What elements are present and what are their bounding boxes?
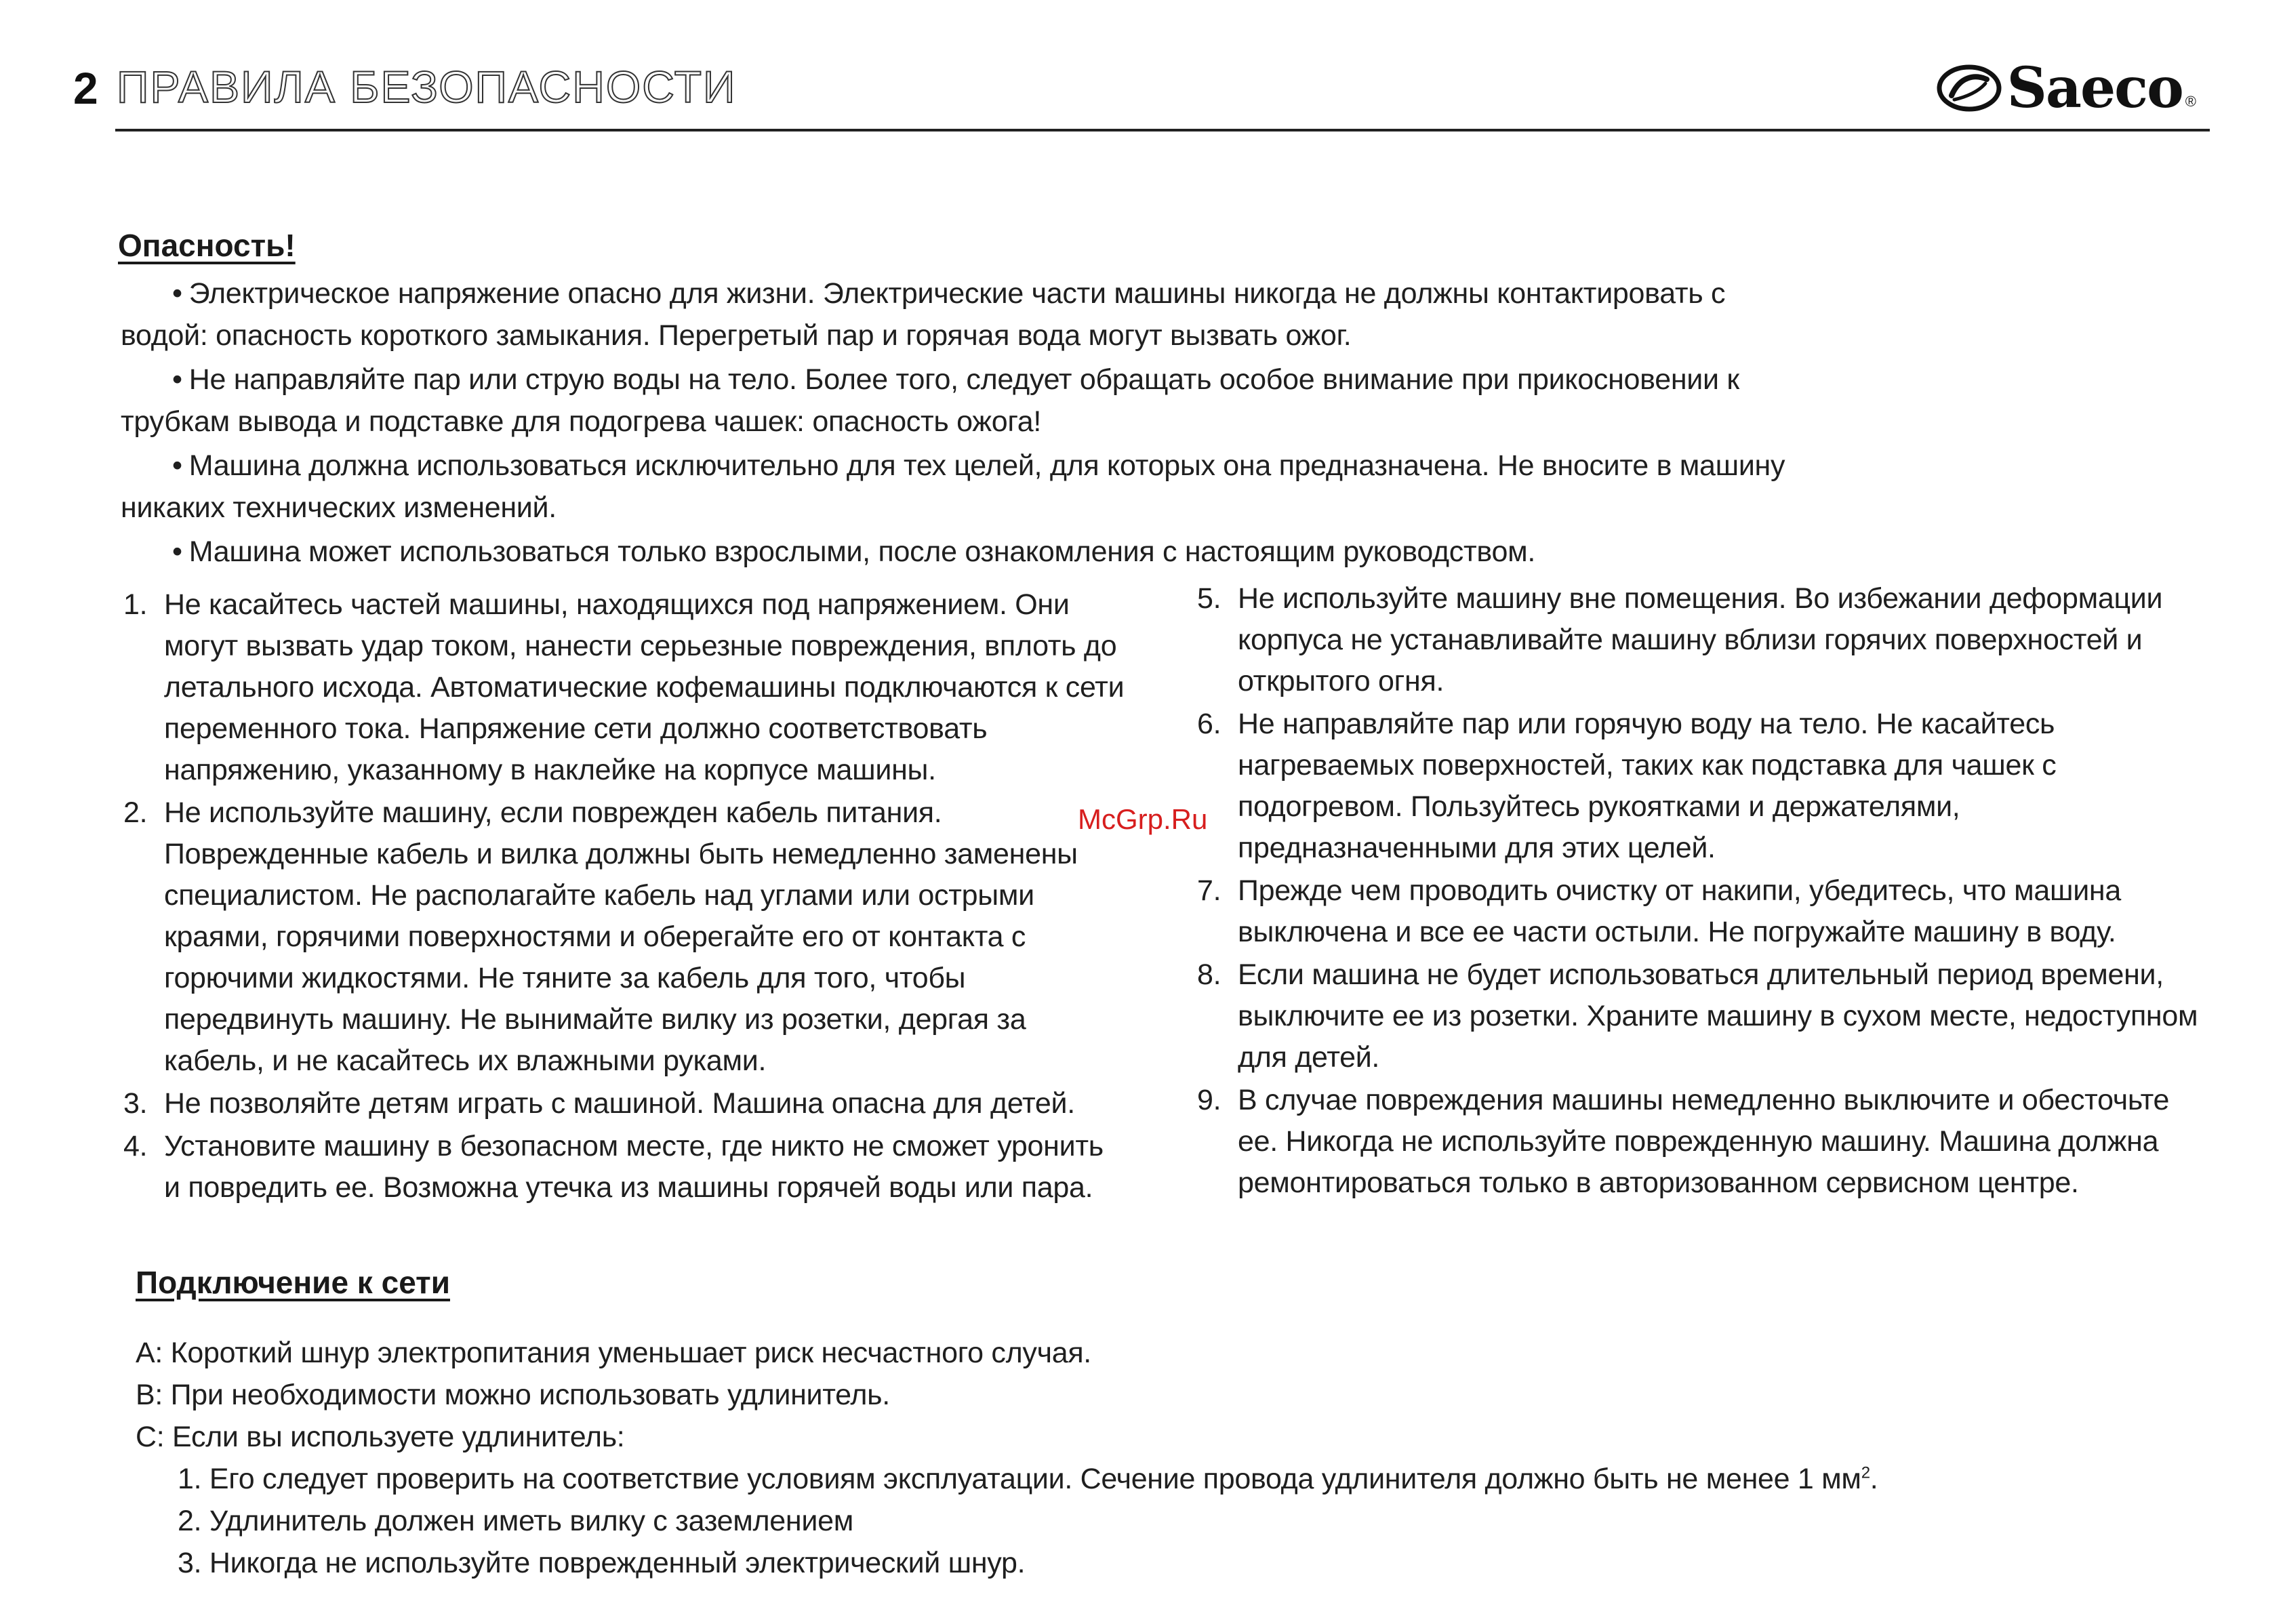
network-subitem: 3. Никогда не используйте поврежденный электрический шнур.	[178, 1547, 1026, 1579]
page-title: ПРАВИЛА БЕЗОПАСНОСТИ	[117, 62, 737, 112]
bullet-item: • Машина должна использоваться исключительно для тех целей, для которых она предназначена. Не вносите в машину никаких технических изменений.	[121, 449, 1785, 524]
bullet-item: • Машина может использоваться только взрослыми, после ознакомления с настоящим руководством.	[172, 535, 1535, 568]
registered-mark: ®	[2185, 93, 2196, 110]
network-item-b: B: При необходимости можно использовать удлинитель.	[136, 1379, 890, 1411]
rule-item: 4. Установите машину в безопасном месте, где никто не сможет уронить и повредить ее. Возможна утечка из машины горячей воды или пара.	[123, 1130, 1104, 1204]
danger-bullets	[121, 272, 1802, 575]
saeco-logo	[1937, 54, 2196, 122]
network-item-c: C: Если вы используете удлинитель:	[136, 1421, 625, 1453]
rule-item: 2. Не используйте машину, если поврежден кабель питания. Поврежденные кабель и вилка должны быть немедленно заменены специалистом. Не располагайте кабель над углами или острыми краями, горячими поверхностями и оберегайте его от контакта с горючими жидкостями. Не тяните за кабель для того, чтобы передвинуть машину. Не вынимайте вилку из розетки, дергая за кабель, и не касайтесь их влажными руками.	[123, 796, 1078, 1077]
network-item-a: A: Короткий шнур электропитания уменьшает риск несчастного случая.	[136, 1337, 1091, 1369]
network-subitem: 1. Его следует проверить на соответствие условиям эксплуатации. Сечение провода удлинителя должно быть не менее 1 $мм^2$.	[178, 1463, 1878, 1495]
page-number: 2	[73, 63, 98, 113]
rule-item: 5. Не используйте машину вне помещения. Во избежании деформации корпуса не устанавливайте машину вблизи горячих поверхностей и открытого огня.	[1197, 582, 2163, 697]
rule-item: 1. Не касайтесь частей машины, находящихся под напряжением. Они могут вызвать удар током, нанести серьезные повреждения, вплоть до летального исхода. Автоматические кофемашины подключаются к сети переменного тока. Напряжение сети должно соответствовать напряжению, указанному в наклейке на корпусе машины.	[123, 588, 1125, 786]
network-subitem: 2. Удлинитель должен иметь вилку с заземлением	[178, 1505, 853, 1537]
rule-item: 7. Прежде чем проводить очистку от накипи, убедитесь, что машина выключена и все ее части остыли. Не погружайте машину в воду.	[1197, 874, 2121, 948]
network-section	[136, 1332, 2101, 1584]
rules-left-column	[123, 584, 1127, 1210]
rule-item: 8. Если машина не будет использоваться длительный период времени, выключите ее из розетки. Храните машину в сухом месте, недоступном для детей.	[1197, 958, 2198, 1074]
saeco-logo-icon	[1937, 64, 2002, 112]
page-header	[68, 54, 2210, 136]
logo-wordmark: Saeco	[2006, 56, 2183, 121]
rules-right-column	[1197, 578, 2200, 1205]
bullet-item: • Не направляйте пар или струю воды на тело. Более того, следует обращать особое внимание при прикосновении к трубкам вывода и подставке для подогрева чашек: опасность ожога!	[121, 363, 1739, 438]
danger-heading: Опасность!	[118, 228, 296, 263]
rule-item: 6. Не направляйте пар или горячую воду на тело. Не касайтесь нагреваемых поверхностей, таких как подставка для чашек с подогревом. Пользуйтесь рукоятками и держателями, предназначенными для этих целей.	[1197, 708, 2057, 864]
network-heading: Подключение к сети	[136, 1265, 450, 1300]
rule-item: 9. В случае повреждения машины немедленно выключите и обесточьте ее. Никогда не используйте поврежденную машину. Машина должна ремонтироваться только в авторизованном сервисном центре.	[1197, 1084, 2170, 1199]
bullet-item: • Электрическое напряжение опасно для жизни. Электрические части машины никогда не должны контактировать с водой: опасность короткого замыкания. Перегретый пар и горячая вода могут вызвать ожог.	[121, 277, 1726, 352]
rule-item: 3. Не позволяйте детям играть с машиной. Машина опасна для детей.	[123, 1087, 1075, 1120]
header-rule	[115, 129, 2210, 131]
watermark-link[interactable]: McGrp.Ru	[1078, 803, 1208, 835]
